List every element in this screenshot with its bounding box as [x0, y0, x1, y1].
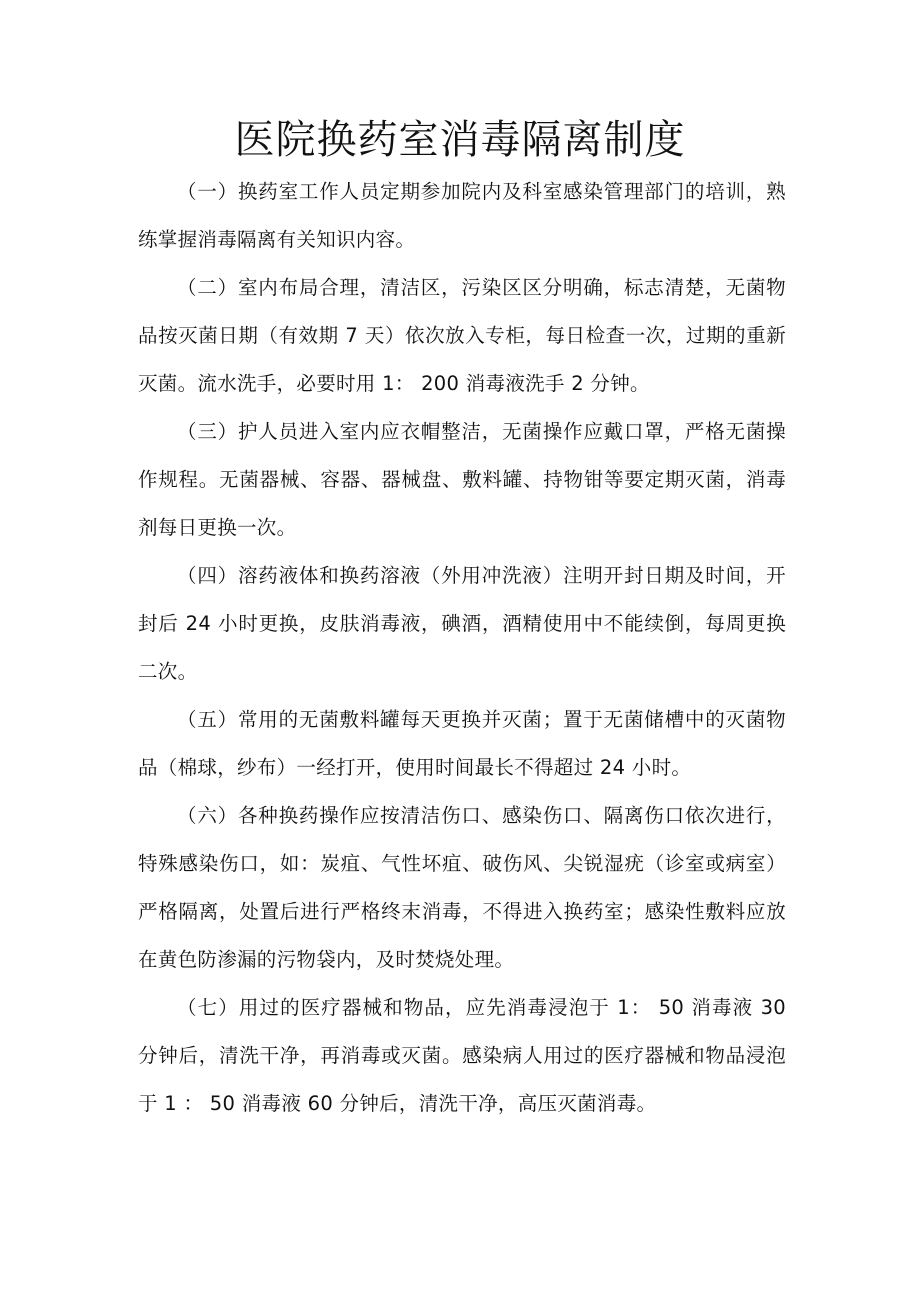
paragraph-6: （六）各种换药操作应按清洁伤口、感染伤口、隔离伤口依次进行，特殊感染伤口，如：炭疽、气性坏疽、破伤风、尖锐湿疣（诊室或病室）严格隔离，处置后进行严格终末消毒，不得进入换药室；感染性敷料应放在黄色防渗漏的污物袋内，及时焚烧处理。 — [138, 804, 786, 971]
paragraph-7: （七）用过的医疗器械和物品，应先消毒浸泡于 1： 50 消毒液 30 分钟后，清洗干净，再消毒或灭菌。感染病人用过的医疗器械和物品浸泡于 1 ： 50 消毒液 60 分钟后，清洗干净，高压灭菌消毒。 — [138, 996, 786, 1115]
page-title: 医院换药室消毒隔离制度 — [234, 117, 686, 163]
document-body — [138, 168, 786, 1128]
paragraph-5: （五）常用的无菌敷料罐每天更换并灭菌；置于无菌储槽中的灭菌物品（棉球，纱布）一经打开，使用时间最长不得超过 24 小时。 — [138, 708, 786, 779]
paragraph-2: （二）室内布局合理，清洁区，污染区区分明确，标志清楚，无菌物品按灭菌日期（有效期 7 天）依次放入专柜，每日检查一次，过期的重新灭菌。流水洗手，必要时用 1： 200 消毒液洗手 2 分钟。 — [138, 276, 786, 395]
paragraph-3: （三）护人员进入室内应衣帽整洁，无菌操作应戴口罩，严格无菌操作规程。无菌器械、容器、器械盘、敷料罐、持物钳等要定期灭菌，消毒剂每日更换一次。 — [138, 420, 786, 539]
paragraph-4: （四）溶药液体和换药溶液（外用冲洗液）注明开封日期及时间，开封后 24 小时更换，皮肤消毒液，碘酒，酒精使用中不能续倒，每周更换二次。 — [138, 564, 786, 683]
paragraph-1: （一）换药室工作人员定期参加院内及科室感染管理部门的培训，熟练掌握消毒隔离有关知识内容。 — [138, 180, 786, 251]
